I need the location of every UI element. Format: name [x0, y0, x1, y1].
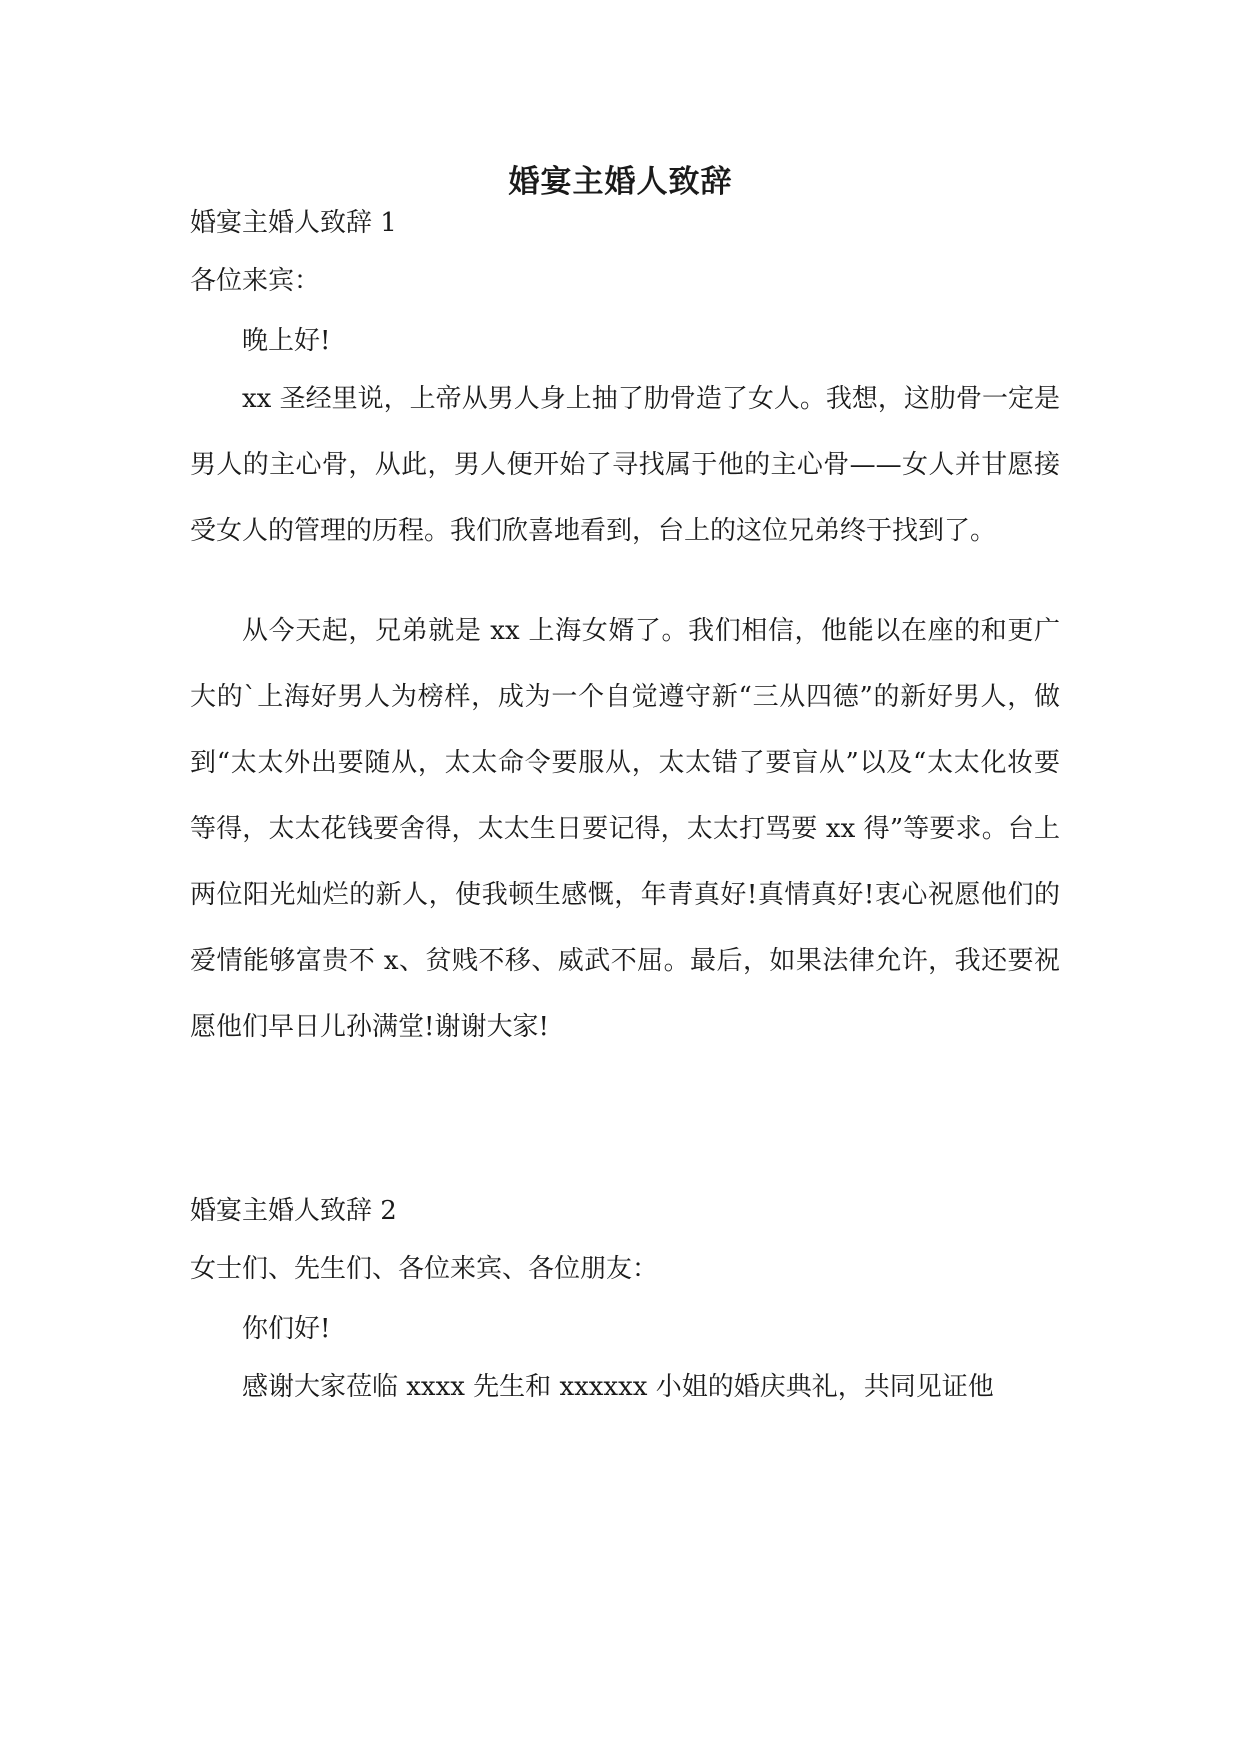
salutation-1: 各位来宾：: [190, 266, 321, 296]
section-heading-1: 婚宴主婚人致辞 1: [190, 208, 397, 238]
greeting-2: 你们好!: [242, 1314, 331, 1344]
salutation-2: 女士们、先生们、各位来宾、各位朋友：: [190, 1254, 659, 1284]
paragraph-1-1: xx 圣经里说，上帝从男人身上抽了肋骨造了女人。我想，这肋骨一定是男人的主心骨，从此，男人便开始了寻找属于他的主心骨——女人并甘愿接受女人的管理的历程。我们欣喜地看到，台上的这位兄弟终于找到了。: [190, 384, 1060, 546]
greeting-1: 晚上好!: [242, 326, 331, 356]
paragraph-1-2: 从今天起，兄弟就是 xx 上海女婿了。我们相信，他能以在座的和更广大的`上海好男人为榜样，成为一个自觉遵守新“三从四德”的新好男人，做到“太太外出要随从，太太命令要服从，太太错了要盲从”以及“太太化妆要等得，太太花钱要舍得，太太生日要记得，太太打骂要 xx 得”等要求。台上两位阳光灿烂的新人，使我顿生感慨，年青真好!真情真好!衷心祝愿他们的爱情能够富贵不 x、贫贱不移、威武不屈。最后，如果法律允许，我还要祝愿他们早日儿孙满堂!谢谢大家!: [190, 616, 1060, 1042]
paragraph-2-1: 感谢大家莅临 xxxx 先生和 xxxxxx 小姐的婚庆典礼，共同见证他: [242, 1372, 994, 1402]
document-title: 婚宴主婚人致辞: [508, 164, 733, 200]
section-heading-2: 婚宴主婚人致辞 2: [190, 1196, 397, 1226]
